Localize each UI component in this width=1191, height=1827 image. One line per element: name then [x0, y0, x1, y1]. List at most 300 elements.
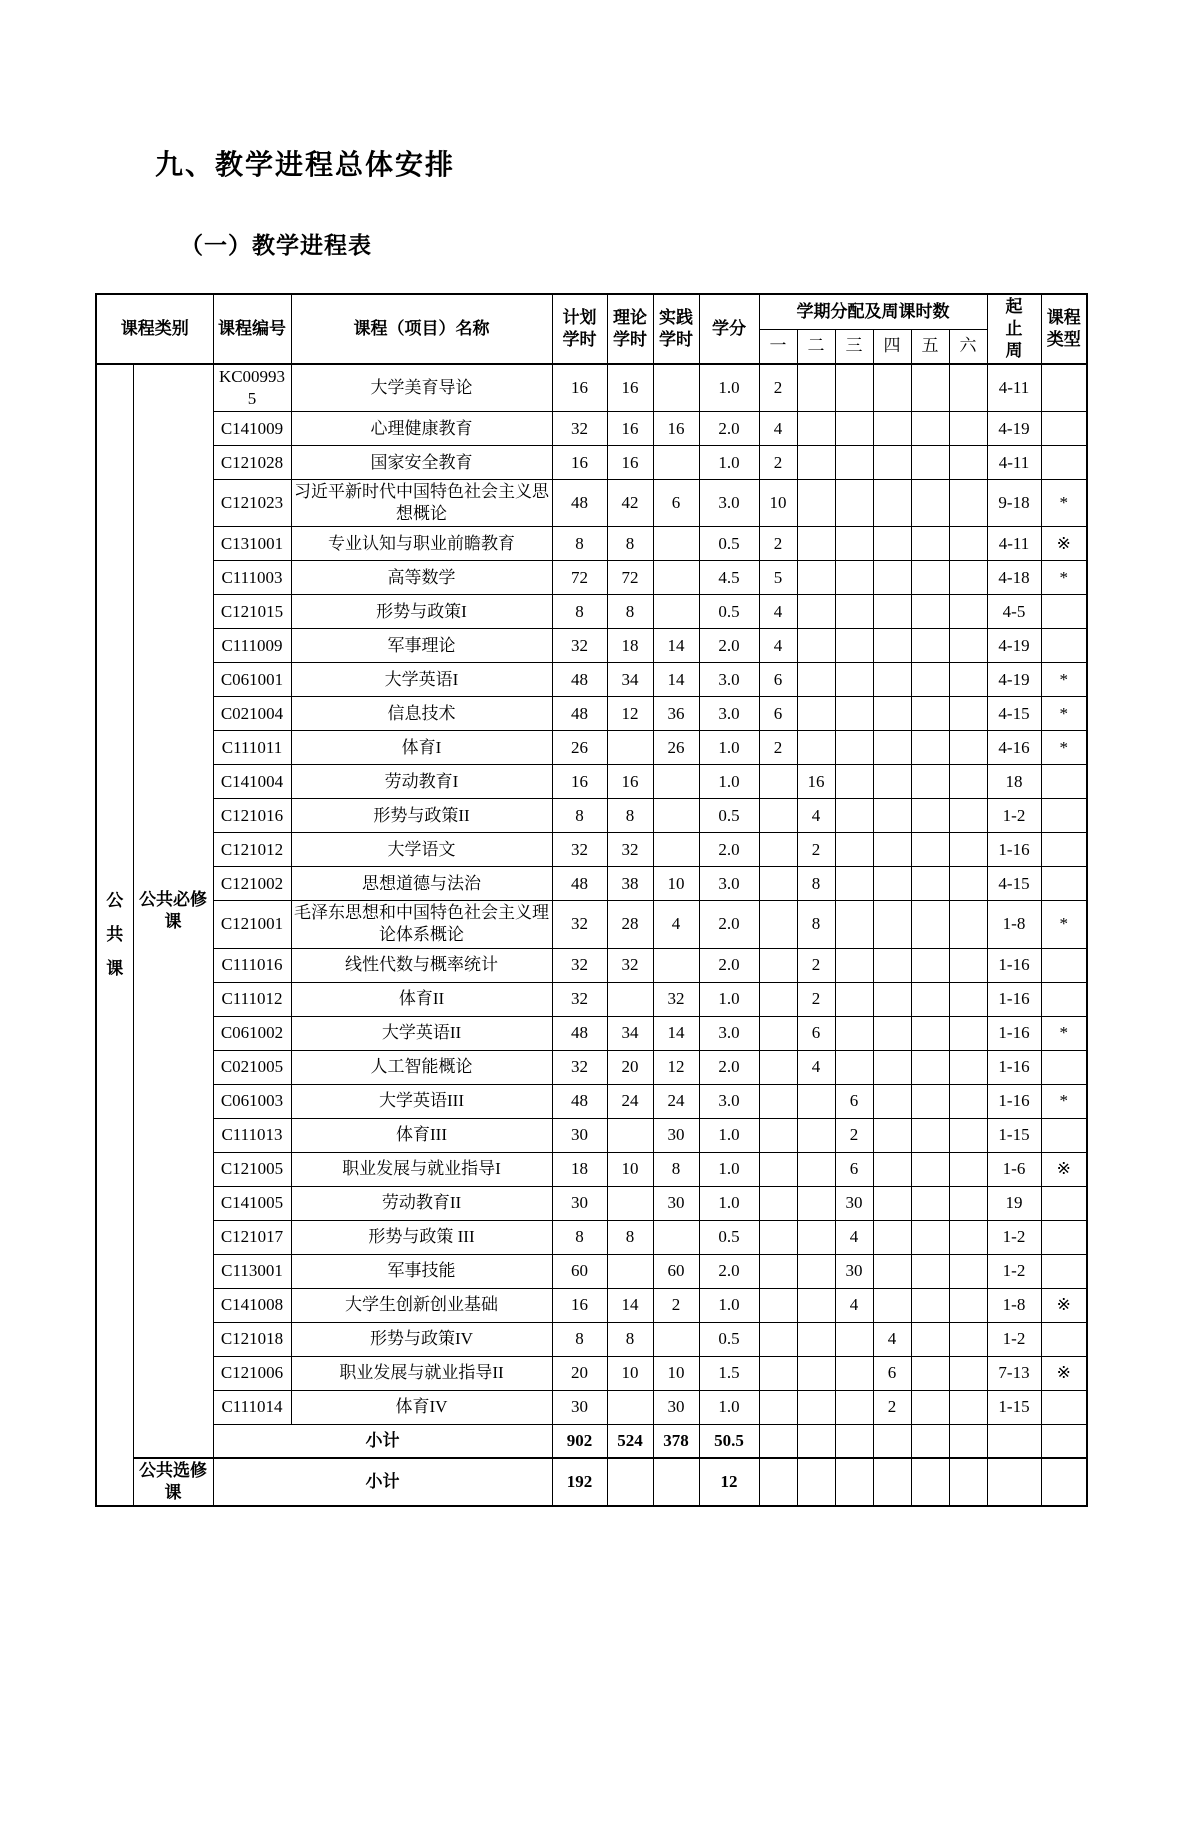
semester-1-cell: 2	[759, 731, 797, 765]
course-code-cell: C141005	[213, 1186, 291, 1220]
practice-hours-cell: 4	[653, 901, 699, 948]
semester-1-cell	[759, 1220, 797, 1254]
header-sem-1: 一	[759, 329, 797, 364]
course-type-cell	[1041, 595, 1087, 629]
practice-hours-cell: 16	[653, 412, 699, 446]
course-name-cell: 形势与政策 III	[291, 1220, 552, 1254]
course-name-cell: 军事理论	[291, 629, 552, 663]
theory-hours-cell	[607, 1186, 653, 1220]
theory-hours-cell: 42	[607, 480, 653, 527]
document-page	[0, 143, 1191, 1827]
required-subtotal-practice: 378	[653, 1424, 699, 1458]
semester-4-cell: 2	[873, 1390, 911, 1424]
plan-hours-cell: 48	[552, 1084, 607, 1118]
semester-5-cell	[911, 799, 949, 833]
course-type-cell: ※	[1041, 1152, 1087, 1186]
semester-2-cell	[797, 697, 835, 731]
semester-3-cell	[835, 833, 873, 867]
course-code-cell: C121017	[213, 1220, 291, 1254]
course-code-cell: C111003	[213, 561, 291, 595]
semester-5-cell	[911, 982, 949, 1016]
course-row	[96, 765, 1087, 799]
course-code-cell: KC009935	[213, 364, 291, 412]
semester-5-cell	[911, 867, 949, 901]
weeks-cell: 1-16	[987, 982, 1041, 1016]
course-code-cell: C111011	[213, 731, 291, 765]
weeks-cell: 1-8	[987, 901, 1041, 948]
semester-4-cell	[873, 446, 911, 480]
course-name-cell: 形势与政策IV	[291, 1322, 552, 1356]
course-type-cell	[1041, 1050, 1087, 1084]
course-code-cell: C061003	[213, 1084, 291, 1118]
weeks-cell: 1-16	[987, 1084, 1041, 1118]
semester-5-cell	[911, 412, 949, 446]
semester-6-cell	[949, 1118, 987, 1152]
practice-hours-cell	[653, 527, 699, 561]
semester-1-cell	[759, 1050, 797, 1084]
required-subtotal-row	[96, 1424, 1087, 1458]
semester-2-cell	[797, 1118, 835, 1152]
semester-4-cell	[873, 765, 911, 799]
course-name-cell: 大学美育导论	[291, 364, 552, 412]
course-type-cell: *	[1041, 731, 1087, 765]
semester-6-cell	[949, 1186, 987, 1220]
practice-hours-cell: 10	[653, 867, 699, 901]
course-name-cell: 大学英语I	[291, 663, 552, 697]
plan-hours-cell: 16	[552, 364, 607, 412]
course-name-cell: 形势与政策I	[291, 595, 552, 629]
semester-4-cell	[873, 412, 911, 446]
semester-1-cell	[759, 1288, 797, 1322]
empty-cell	[797, 1424, 835, 1458]
semester-6-cell	[949, 1016, 987, 1050]
weeks-cell: 1-15	[987, 1390, 1041, 1424]
course-type-cell: *	[1041, 561, 1087, 595]
semester-4-cell	[873, 1186, 911, 1220]
semester-4-cell	[873, 833, 911, 867]
semester-2-cell	[797, 731, 835, 765]
course-type-cell	[1041, 1322, 1087, 1356]
header-sem-5: 五	[911, 329, 949, 364]
theory-hours-cell: 16	[607, 446, 653, 480]
course-row	[96, 1050, 1087, 1084]
plan-hours-cell: 48	[552, 480, 607, 527]
semester-2-cell	[797, 412, 835, 446]
semester-4-cell	[873, 982, 911, 1016]
course-code-cell: C121012	[213, 833, 291, 867]
page-title: 九、教学进程总体安排	[155, 150, 456, 181]
semester-4-cell	[873, 663, 911, 697]
course-row	[96, 1016, 1087, 1050]
course-name-cell: 体育IV	[291, 1390, 552, 1424]
practice-hours-cell	[653, 799, 699, 833]
semester-3-cell	[835, 629, 873, 663]
plan-hours-cell: 8	[552, 527, 607, 561]
semester-1-cell: 4	[759, 629, 797, 663]
semester-2-cell: 2	[797, 833, 835, 867]
semester-2-cell	[797, 1186, 835, 1220]
empty-cell	[1041, 1458, 1087, 1506]
empty-cell	[949, 1424, 987, 1458]
category-required: 公共必修课	[133, 364, 213, 1458]
course-name-cell: 形势与政策II	[291, 799, 552, 833]
empty-cell	[987, 1458, 1041, 1506]
semester-2-cell	[797, 629, 835, 663]
semester-1-cell: 4	[759, 595, 797, 629]
course-type-cell	[1041, 446, 1087, 480]
semester-2-cell	[797, 364, 835, 412]
course-name-cell: 职业发展与就业指导I	[291, 1152, 552, 1186]
semester-4-cell	[873, 1288, 911, 1322]
semester-5-cell	[911, 1050, 949, 1084]
semester-1-cell	[759, 833, 797, 867]
weeks-cell: 1-2	[987, 799, 1041, 833]
plan-hours-cell: 18	[552, 1152, 607, 1186]
course-row	[96, 731, 1087, 765]
plan-hours-cell: 30	[552, 1390, 607, 1424]
course-code-cell: C111013	[213, 1118, 291, 1152]
course-code-cell: C121016	[213, 799, 291, 833]
semester-4-cell	[873, 867, 911, 901]
semester-4-cell	[873, 629, 911, 663]
semester-1-cell	[759, 867, 797, 901]
empty-cell	[759, 1424, 797, 1458]
course-type-cell	[1041, 364, 1087, 412]
plan-hours-cell: 32	[552, 901, 607, 948]
semester-2-cell: 16	[797, 765, 835, 799]
semester-4-cell	[873, 1118, 911, 1152]
empty-cell	[1041, 1424, 1087, 1458]
semester-1-cell	[759, 901, 797, 948]
plan-hours-cell: 30	[552, 1186, 607, 1220]
semester-5-cell	[911, 731, 949, 765]
course-code-cell: C111014	[213, 1390, 291, 1424]
semester-4-cell	[873, 1220, 911, 1254]
credit-cell: 3.0	[699, 697, 759, 731]
course-name-cell: 体育II	[291, 982, 552, 1016]
course-name-cell: 习近平新时代中国特色社会主义思想概论	[291, 480, 552, 527]
semester-5-cell	[911, 595, 949, 629]
course-name-cell: 劳动教育II	[291, 1186, 552, 1220]
course-row	[96, 1254, 1087, 1288]
table-body	[96, 364, 1087, 1506]
course-name-cell: 体育I	[291, 731, 552, 765]
course-code-cell: C141009	[213, 412, 291, 446]
plan-hours-cell: 26	[552, 731, 607, 765]
practice-hours-cell: 8	[653, 1152, 699, 1186]
plan-hours-cell: 48	[552, 663, 607, 697]
required-subtotal-plan: 902	[552, 1424, 607, 1458]
course-name-cell: 大学生创新创业基础	[291, 1288, 552, 1322]
course-name-cell: 大学语文	[291, 833, 552, 867]
course-code-cell: C141008	[213, 1288, 291, 1322]
practice-hours-cell: 14	[653, 1016, 699, 1050]
theory-hours-cell: 72	[607, 561, 653, 595]
semester-6-cell	[949, 948, 987, 982]
plan-hours-cell: 32	[552, 412, 607, 446]
elective-subtotal-plan: 192	[552, 1458, 607, 1506]
semester-2-cell	[797, 1220, 835, 1254]
course-row	[96, 1084, 1087, 1118]
theory-hours-cell: 16	[607, 412, 653, 446]
course-type-cell	[1041, 1220, 1087, 1254]
semester-3-cell	[835, 982, 873, 1016]
weeks-cell: 4-19	[987, 629, 1041, 663]
weeks-cell: 7-13	[987, 1356, 1041, 1390]
empty-cell	[987, 1424, 1041, 1458]
weeks-cell: 1-2	[987, 1254, 1041, 1288]
semester-3-cell	[835, 364, 873, 412]
semester-5-cell	[911, 1322, 949, 1356]
practice-hours-cell: 30	[653, 1390, 699, 1424]
header-weeks	[987, 294, 1041, 364]
course-type-cell: ※	[1041, 527, 1087, 561]
course-code-cell: C111016	[213, 948, 291, 982]
semester-3-cell: 4	[835, 1220, 873, 1254]
course-type-cell	[1041, 982, 1087, 1016]
semester-3-cell	[835, 1322, 873, 1356]
course-code-cell: C111009	[213, 629, 291, 663]
category-public-text: 公共课	[106, 891, 124, 979]
practice-hours-cell: 24	[653, 1084, 699, 1118]
semester-2-cell	[797, 1084, 835, 1118]
course-name-cell: 思想道德与法治	[291, 867, 552, 901]
semester-5-cell	[911, 1118, 949, 1152]
semester-6-cell	[949, 731, 987, 765]
credit-cell: 1.0	[699, 446, 759, 480]
semester-3-cell: 30	[835, 1186, 873, 1220]
course-row	[96, 799, 1087, 833]
credit-cell: 0.5	[699, 595, 759, 629]
table-header	[96, 294, 1087, 364]
semester-2-cell	[797, 1288, 835, 1322]
credit-cell: 0.5	[699, 527, 759, 561]
semester-4-cell	[873, 527, 911, 561]
course-row	[96, 867, 1087, 901]
theory-hours-cell	[607, 1118, 653, 1152]
course-name-cell: 大学英语II	[291, 1016, 552, 1050]
semester-4-cell	[873, 1050, 911, 1084]
category-public	[96, 364, 133, 1506]
semester-6-cell	[949, 364, 987, 412]
required-subtotal-label: 小计	[213, 1424, 552, 1458]
header-semester-group: 学期分配及周课时数	[759, 294, 987, 329]
header-sem-4: 四	[873, 329, 911, 364]
credit-cell: 0.5	[699, 799, 759, 833]
course-type-cell	[1041, 1118, 1087, 1152]
semester-1-cell	[759, 948, 797, 982]
plan-hours-cell: 30	[552, 1118, 607, 1152]
semester-3-cell: 4	[835, 1288, 873, 1322]
practice-hours-cell: 2	[653, 1288, 699, 1322]
weeks-cell: 1-16	[987, 833, 1041, 867]
course-name-cell: 线性代数与概率统计	[291, 948, 552, 982]
course-code-cell: C021005	[213, 1050, 291, 1084]
semester-4-cell	[873, 948, 911, 982]
semester-6-cell	[949, 595, 987, 629]
credit-cell: 4.5	[699, 561, 759, 595]
weeks-cell: 4-15	[987, 697, 1041, 731]
semester-1-cell: 2	[759, 364, 797, 412]
course-type-cell	[1041, 1390, 1087, 1424]
semester-3-cell	[835, 901, 873, 948]
semester-5-cell	[911, 480, 949, 527]
empty-cell	[759, 1458, 797, 1506]
semester-3-cell	[835, 1016, 873, 1050]
semester-1-cell	[759, 1118, 797, 1152]
practice-hours-cell: 14	[653, 663, 699, 697]
credit-cell: 3.0	[699, 1016, 759, 1050]
course-name-cell: 心理健康教育	[291, 412, 552, 446]
plan-hours-cell: 48	[552, 867, 607, 901]
semester-4-cell	[873, 1016, 911, 1050]
semester-6-cell	[949, 527, 987, 561]
semester-5-cell	[911, 1390, 949, 1424]
course-row	[96, 833, 1087, 867]
course-code-cell: C131001	[213, 527, 291, 561]
semester-4-cell	[873, 1152, 911, 1186]
course-name-cell: 国家安全教育	[291, 446, 552, 480]
semester-5-cell	[911, 527, 949, 561]
plan-hours-cell: 32	[552, 948, 607, 982]
semester-3-cell	[835, 527, 873, 561]
semester-3-cell	[835, 412, 873, 446]
course-code-cell: C021004	[213, 697, 291, 731]
semester-5-cell	[911, 833, 949, 867]
semester-2-cell	[797, 1356, 835, 1390]
credit-cell: 1.0	[699, 731, 759, 765]
practice-hours-cell: 30	[653, 1186, 699, 1220]
plan-hours-cell: 16	[552, 446, 607, 480]
course-type-cell: *	[1041, 697, 1087, 731]
category-elective: 公共选修课	[133, 1458, 213, 1506]
weeks-cell: 1-15	[987, 1118, 1041, 1152]
course-row	[96, 480, 1087, 527]
semester-3-cell	[835, 731, 873, 765]
header-course-type: 课程类型	[1041, 294, 1087, 364]
header-row-1	[96, 294, 1087, 329]
course-name-cell: 劳动教育I	[291, 765, 552, 799]
theory-hours-cell: 8	[607, 1220, 653, 1254]
semester-6-cell	[949, 1152, 987, 1186]
credit-cell: 3.0	[699, 480, 759, 527]
weeks-cell: 1-2	[987, 1322, 1041, 1356]
weeks-cell: 1-16	[987, 1016, 1041, 1050]
semester-2-cell: 2	[797, 948, 835, 982]
practice-hours-cell	[653, 446, 699, 480]
semester-2-cell: 6	[797, 1016, 835, 1050]
semester-3-cell	[835, 765, 873, 799]
semester-6-cell	[949, 982, 987, 1016]
empty-cell	[835, 1458, 873, 1506]
section-subtitle: （一）教学进程表	[180, 233, 372, 258]
course-name-cell: 大学英语III	[291, 1084, 552, 1118]
theory-hours-cell: 16	[607, 364, 653, 412]
course-type-cell	[1041, 765, 1087, 799]
semester-2-cell	[797, 1322, 835, 1356]
semester-6-cell	[949, 901, 987, 948]
theory-hours-cell: 8	[607, 527, 653, 561]
course-code-cell: C121001	[213, 901, 291, 948]
semester-3-cell: 6	[835, 1084, 873, 1118]
practice-hours-cell	[653, 364, 699, 412]
semester-6-cell	[949, 561, 987, 595]
credit-cell: 2.0	[699, 948, 759, 982]
empty-cell	[949, 1458, 987, 1506]
course-type-cell: *	[1041, 480, 1087, 527]
course-row	[96, 561, 1087, 595]
credit-cell: 2.0	[699, 1050, 759, 1084]
semester-6-cell	[949, 1390, 987, 1424]
practice-hours-cell: 14	[653, 629, 699, 663]
course-type-cell	[1041, 867, 1087, 901]
practice-hours-cell	[653, 833, 699, 867]
weeks-cell: 1-16	[987, 1050, 1041, 1084]
semester-2-cell	[797, 561, 835, 595]
semester-4-cell	[873, 901, 911, 948]
semester-6-cell	[949, 799, 987, 833]
credit-cell: 2.0	[699, 833, 759, 867]
course-code-cell: C121006	[213, 1356, 291, 1390]
practice-hours-cell: 60	[653, 1254, 699, 1288]
semester-3-cell	[835, 867, 873, 901]
teaching-schedule-table	[95, 293, 1088, 1507]
semester-3-cell	[835, 1356, 873, 1390]
course-type-cell: *	[1041, 663, 1087, 697]
course-type-cell	[1041, 799, 1087, 833]
course-type-cell: *	[1041, 901, 1087, 948]
course-type-cell	[1041, 1186, 1087, 1220]
theory-hours-cell: 28	[607, 901, 653, 948]
theory-hours-cell: 38	[607, 867, 653, 901]
course-code-cell: C061001	[213, 663, 291, 697]
semester-3-cell	[835, 1390, 873, 1424]
course-type-cell	[1041, 412, 1087, 446]
semester-1-cell	[759, 1322, 797, 1356]
semester-1-cell: 5	[759, 561, 797, 595]
semester-3-cell	[835, 663, 873, 697]
course-type-cell: *	[1041, 1016, 1087, 1050]
semester-3-cell	[835, 1050, 873, 1084]
empty-cell	[797, 1458, 835, 1506]
theory-hours-cell: 18	[607, 629, 653, 663]
semester-3-cell	[835, 948, 873, 982]
elective-subtotal-credit: 12	[699, 1458, 759, 1506]
semester-6-cell	[949, 765, 987, 799]
semester-3-cell	[835, 446, 873, 480]
semester-1-cell	[759, 1152, 797, 1186]
practice-hours-cell: 10	[653, 1356, 699, 1390]
course-code-cell: C121018	[213, 1322, 291, 1356]
semester-1-cell: 6	[759, 697, 797, 731]
semester-3-cell	[835, 595, 873, 629]
header-category: 课程类别	[96, 294, 213, 364]
credit-cell: 1.0	[699, 1118, 759, 1152]
course-row	[96, 629, 1087, 663]
semester-1-cell	[759, 1186, 797, 1220]
course-row	[96, 1390, 1087, 1424]
course-type-cell	[1041, 948, 1087, 982]
semester-1-cell	[759, 1016, 797, 1050]
weeks-cell: 4-11	[987, 364, 1041, 412]
practice-hours-cell	[653, 948, 699, 982]
theory-hours-cell: 32	[607, 948, 653, 982]
course-row	[96, 1186, 1087, 1220]
plan-hours-cell: 60	[552, 1254, 607, 1288]
course-code-cell: C121015	[213, 595, 291, 629]
semester-6-cell	[949, 663, 987, 697]
course-row	[96, 1356, 1087, 1390]
